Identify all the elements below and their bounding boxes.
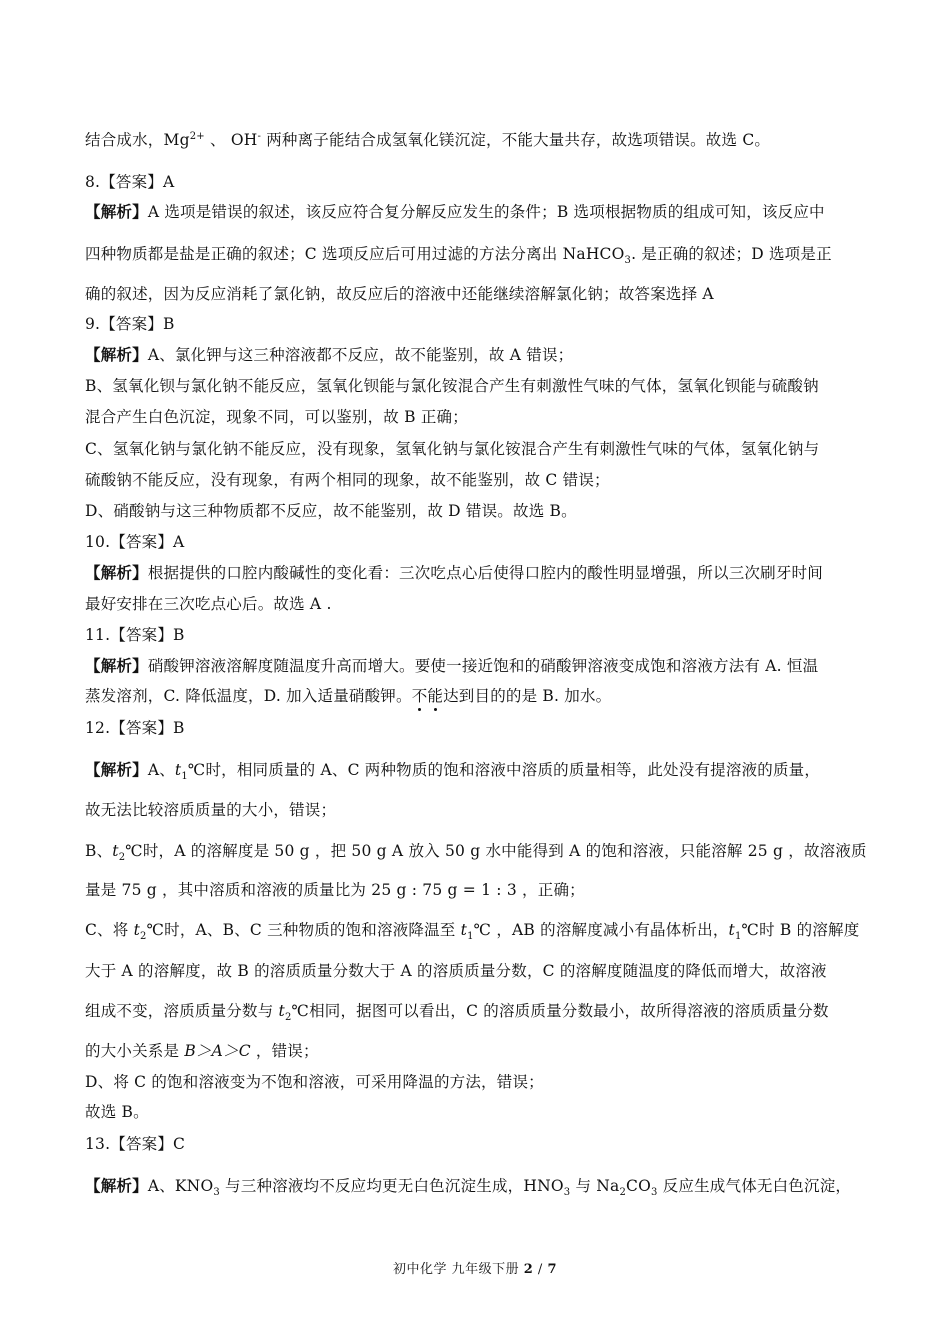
text-line: D、将 C 的饱和溶液变为不饱和溶液，可采用降温的方法，错误； [85, 1073, 544, 1091]
answer-heading: 9.【答案】B [85, 315, 175, 333]
text-line: 故选 B。 [85, 1103, 149, 1121]
text-line: C、将 $t_2℃$时，A、B、C 三种物质的饱和溶液降温至 $t_1℃$ ，AB 的溶解度减小有晶体析出，$t_1℃$时 B 的溶解度 [85, 921, 860, 943]
page-number: 2 [523, 1262, 534, 1277]
text-line: 故无法比较溶质质量的大小，错误； [85, 801, 337, 819]
text-line: 【解析】硝酸钾溶液溶解度随温度升高而增大。要使一接近饱和的硝酸钾溶液变成饱和溶液方法有 A. 恒温 [85, 656, 819, 675]
page-total: 7 [547, 1262, 557, 1277]
text-line: 混合产生白色沉淀，现象不同，可以鉴别，故 B 正确； [85, 408, 468, 426]
text-line: 大于 A 的溶解度，故 B 的溶质质量分数大于 A 的溶质质量分数，C 的溶解度随温度的降低而增大，故溶液 [85, 962, 827, 980]
text-line: C、氢氧化钠与氯化钠不能反应，没有现象，氢氧化钠与氯化铵混合产生有刺激性气味的气体，氢氧化钠与 [85, 440, 820, 458]
answer-heading: 13.【答案】C [85, 1135, 186, 1153]
text-line: B、氢氧化钡与氯化钠不能反应，氢氧化钡能与氯化铵混合产生有刺激性气味的气体，氢氧化钡能与硫酸钠 [85, 377, 819, 395]
text-line: 量是 75 g ，其中溶质和溶液的质量比为 25 g : 75 g = 1 : 3 ，正确； [85, 881, 585, 899]
text-line: 组成不变，溶质质量分数与 $t_2℃$相同，据图可以看出，C 的溶质质量分数最小，故所得溶液的溶质质量分数 [85, 1002, 829, 1024]
text-line: 【解析】A、氯化钾与这三种溶液都不反应，故不能鉴别，故 A 错误； [85, 345, 574, 364]
text-line: 【解析】A、$KNO_3$ 与三种溶液均不反应均更无白色沉淀生成，$HNO_3$ 与 $Na_2CO_3$ 反应生成气体无白色沉淀， [85, 1176, 852, 1199]
text-line: 结合成水，$Mg^{2+}$ 、 OH- 两种离子能结合成氢氧化镁沉淀，不能大量共存，故选项错误。故选 C。 [85, 130, 771, 149]
text-line: 【解析】根据提供的口腔内酸碱性的变化看：三次吃点心后使得口腔内的酸性明显增强，所以三次刷牙时间 [85, 563, 823, 582]
answer-heading: 10.【答案】A [85, 533, 185, 551]
text-line: 硫酸钠不能反应，没有现象，有两个相同的现象，故不能鉴别，故 C 错误； [85, 471, 610, 489]
answer-heading: 8.【答案】A [85, 173, 175, 191]
text-line: 四种物质都是盐是正确的叙述；C 选项反应后可用过滤的方法分离出 NaHCO$_3$. 是正确的叙述；D 选项是正 [85, 245, 832, 267]
answer-heading: 12.【答案】B [85, 719, 185, 737]
answer-heading: 11.【答案】B [85, 626, 185, 644]
text-line: 蒸发溶剂，C. 降低温度，D. 加入适量硝酸钾。不能达到目的的是 B. 加水。 [85, 687, 612, 705]
page-footer: 初中化学 九年级下册 2 / 7 [392, 1262, 557, 1277]
text-line: 【解析】A、$t_1℃$时，相同质量的 A、C 两种物质的饱和溶液中溶质的质量相等，此处没有提溶液的质量， [85, 760, 821, 783]
text-line: 确的叙述，因为反应消耗了氯化钠，故反应后的溶液中还能继续溶解氯化钠；故答案选择 A [85, 285, 714, 303]
text-line: 最好安排在三次吃点心后。故选 A . [85, 595, 332, 613]
text-line: B、$t_2℃$时，A 的溶解度是 50 g ，把 50 g A 放入 50 g 水中能得到 A 的饱和溶液，只能溶解 25 g ，故溶液质 [85, 842, 867, 864]
text-line: 【解析】A 选项是错误的叙述，该反应符合复分解反应发生的条件；B 选项根据物质的组成可知，该反应中 [85, 202, 825, 221]
text-line: D、硝酸钠与这三种物质都不反应，故不能鉴别，故 D 错误。故选 B。 [85, 502, 577, 520]
text-line: 的大小关系是 B＞A＞C ，错误； [85, 1042, 319, 1060]
